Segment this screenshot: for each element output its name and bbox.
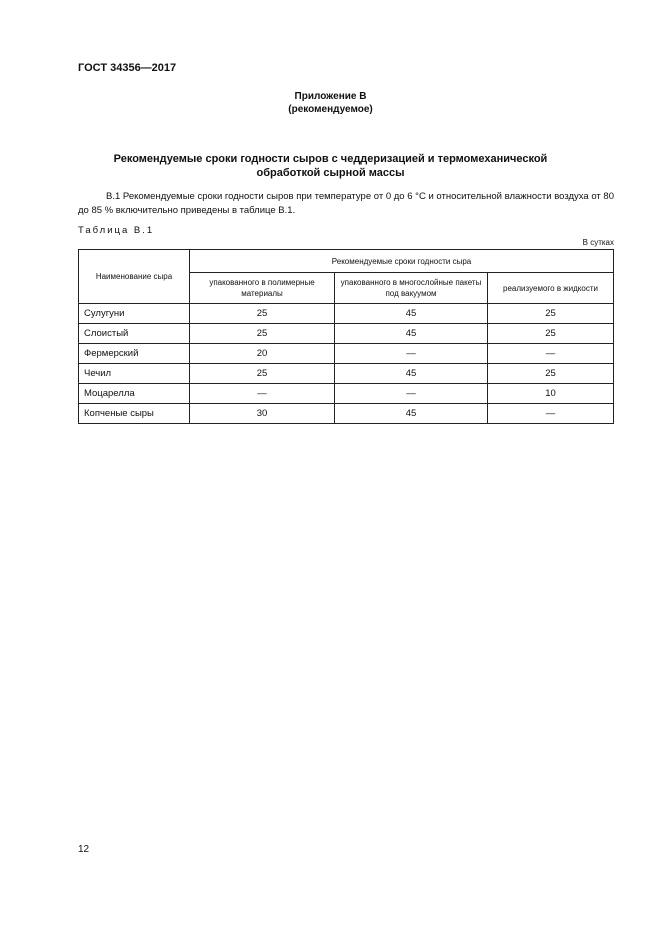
table-row	[79, 324, 614, 344]
value-liquid: 10	[488, 384, 614, 404]
document-code: ГОСТ 34356—2017	[78, 62, 177, 74]
appendix-heading	[0, 90, 661, 116]
table-units: В сутках	[582, 238, 614, 247]
value-vacuum: —	[335, 384, 488, 404]
value-liquid: 25	[488, 324, 614, 344]
value-polymer: 20	[190, 344, 335, 364]
table-row	[79, 384, 614, 404]
value-liquid: —	[488, 344, 614, 364]
page-number: 12	[78, 844, 90, 855]
header-polymer: упакованного в полимерные материалы	[190, 273, 335, 304]
table-row	[79, 344, 614, 364]
value-polymer: —	[190, 384, 335, 404]
intro-paragraph: В.1 Рекомендуемые сроки годности сыров при температуре от 0 до 6 °С и относительной влажности воздуха от 80 до 85 % включительно приведены в таблице В.1.	[78, 191, 614, 216]
section-title-line-2: обработкой сырной массы	[256, 167, 405, 179]
cheese-name: Сулугуни	[79, 304, 190, 324]
appendix-title: Приложение В	[294, 91, 367, 102]
header-liquid: реализуемого в жидкости	[488, 273, 614, 304]
value-vacuum: 45	[335, 404, 488, 424]
value-polymer: 25	[190, 324, 335, 344]
appendix-subtitle: (рекомендуемое)	[288, 104, 373, 115]
section-title-line-1: Рекомендуемые сроки годности сыров с чеддеризацией и термомеханической	[113, 153, 548, 165]
table-row	[79, 404, 614, 424]
value-liquid: —	[488, 404, 614, 424]
cheese-name: Фермерский	[79, 344, 190, 364]
value-liquid: 25	[488, 304, 614, 324]
header-cheese-name: Наименование сыра	[79, 250, 190, 304]
table-label: Таблица В.1	[78, 225, 155, 236]
section-title	[0, 152, 661, 180]
value-vacuum: 45	[335, 324, 488, 344]
value-polymer: 25	[190, 364, 335, 384]
cheese-name: Слоистый	[79, 324, 190, 344]
value-vacuum: 45	[335, 364, 488, 384]
value-polymer: 30	[190, 404, 335, 424]
table-row	[79, 304, 614, 324]
value-polymer: 25	[190, 304, 335, 324]
cheese-name: Копченые сыры	[79, 404, 190, 424]
shelf-life-table	[78, 249, 614, 424]
header-group: Рекомендуемые сроки годности сыра	[190, 250, 614, 273]
cheese-name: Чечил	[79, 364, 190, 384]
value-vacuum: 45	[335, 304, 488, 324]
header-vacuum: упакованного в многослойные пакеты под вакуумом	[335, 273, 488, 304]
table-row	[79, 364, 614, 384]
value-liquid: 25	[488, 364, 614, 384]
cheese-name: Моцарелла	[79, 384, 190, 404]
value-vacuum: —	[335, 344, 488, 364]
